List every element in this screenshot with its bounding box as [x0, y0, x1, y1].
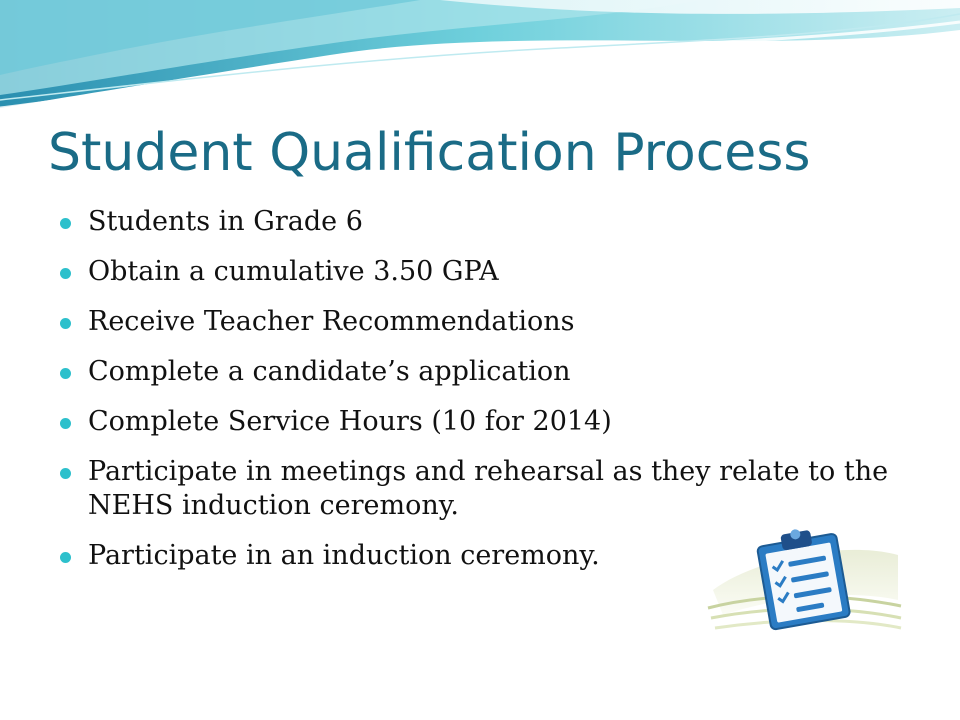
bullet-dot: [60, 318, 71, 329]
bullet-text: Students in Grade 6: [88, 206, 363, 237]
bullet-dot: [60, 418, 71, 429]
bullet-dot: [60, 468, 71, 479]
bullet-dot: [60, 268, 71, 279]
slide-title: Student Qualification Process: [48, 123, 811, 183]
bullet-text: Complete Service Hours (10 for 2014): [88, 406, 612, 437]
bullet-text: Receive Teacher Recommendations: [88, 306, 575, 337]
bullet-text: Participate in meetings and rehearsal as they relate to the NEHS induction ceremony.: [88, 456, 889, 521]
header-wave-decoration: [0, 0, 960, 120]
list-item: [60, 305, 910, 339]
clipboard-checklist-icon: [703, 520, 903, 640]
list-item: [60, 205, 910, 239]
bullet-text: Complete a candidate’s application: [88, 356, 571, 387]
list-item: [60, 455, 910, 523]
bullet-dot: [60, 218, 71, 229]
bullet-text: Obtain a cumulative 3.50 GPA: [88, 256, 499, 287]
list-item: [60, 255, 910, 289]
bullet-text: Participate in an induction ceremony.: [88, 540, 600, 571]
list-item: [60, 405, 910, 439]
list-item: [60, 355, 910, 389]
bullet-dot: [60, 368, 71, 379]
bullet-dot: [60, 552, 71, 563]
